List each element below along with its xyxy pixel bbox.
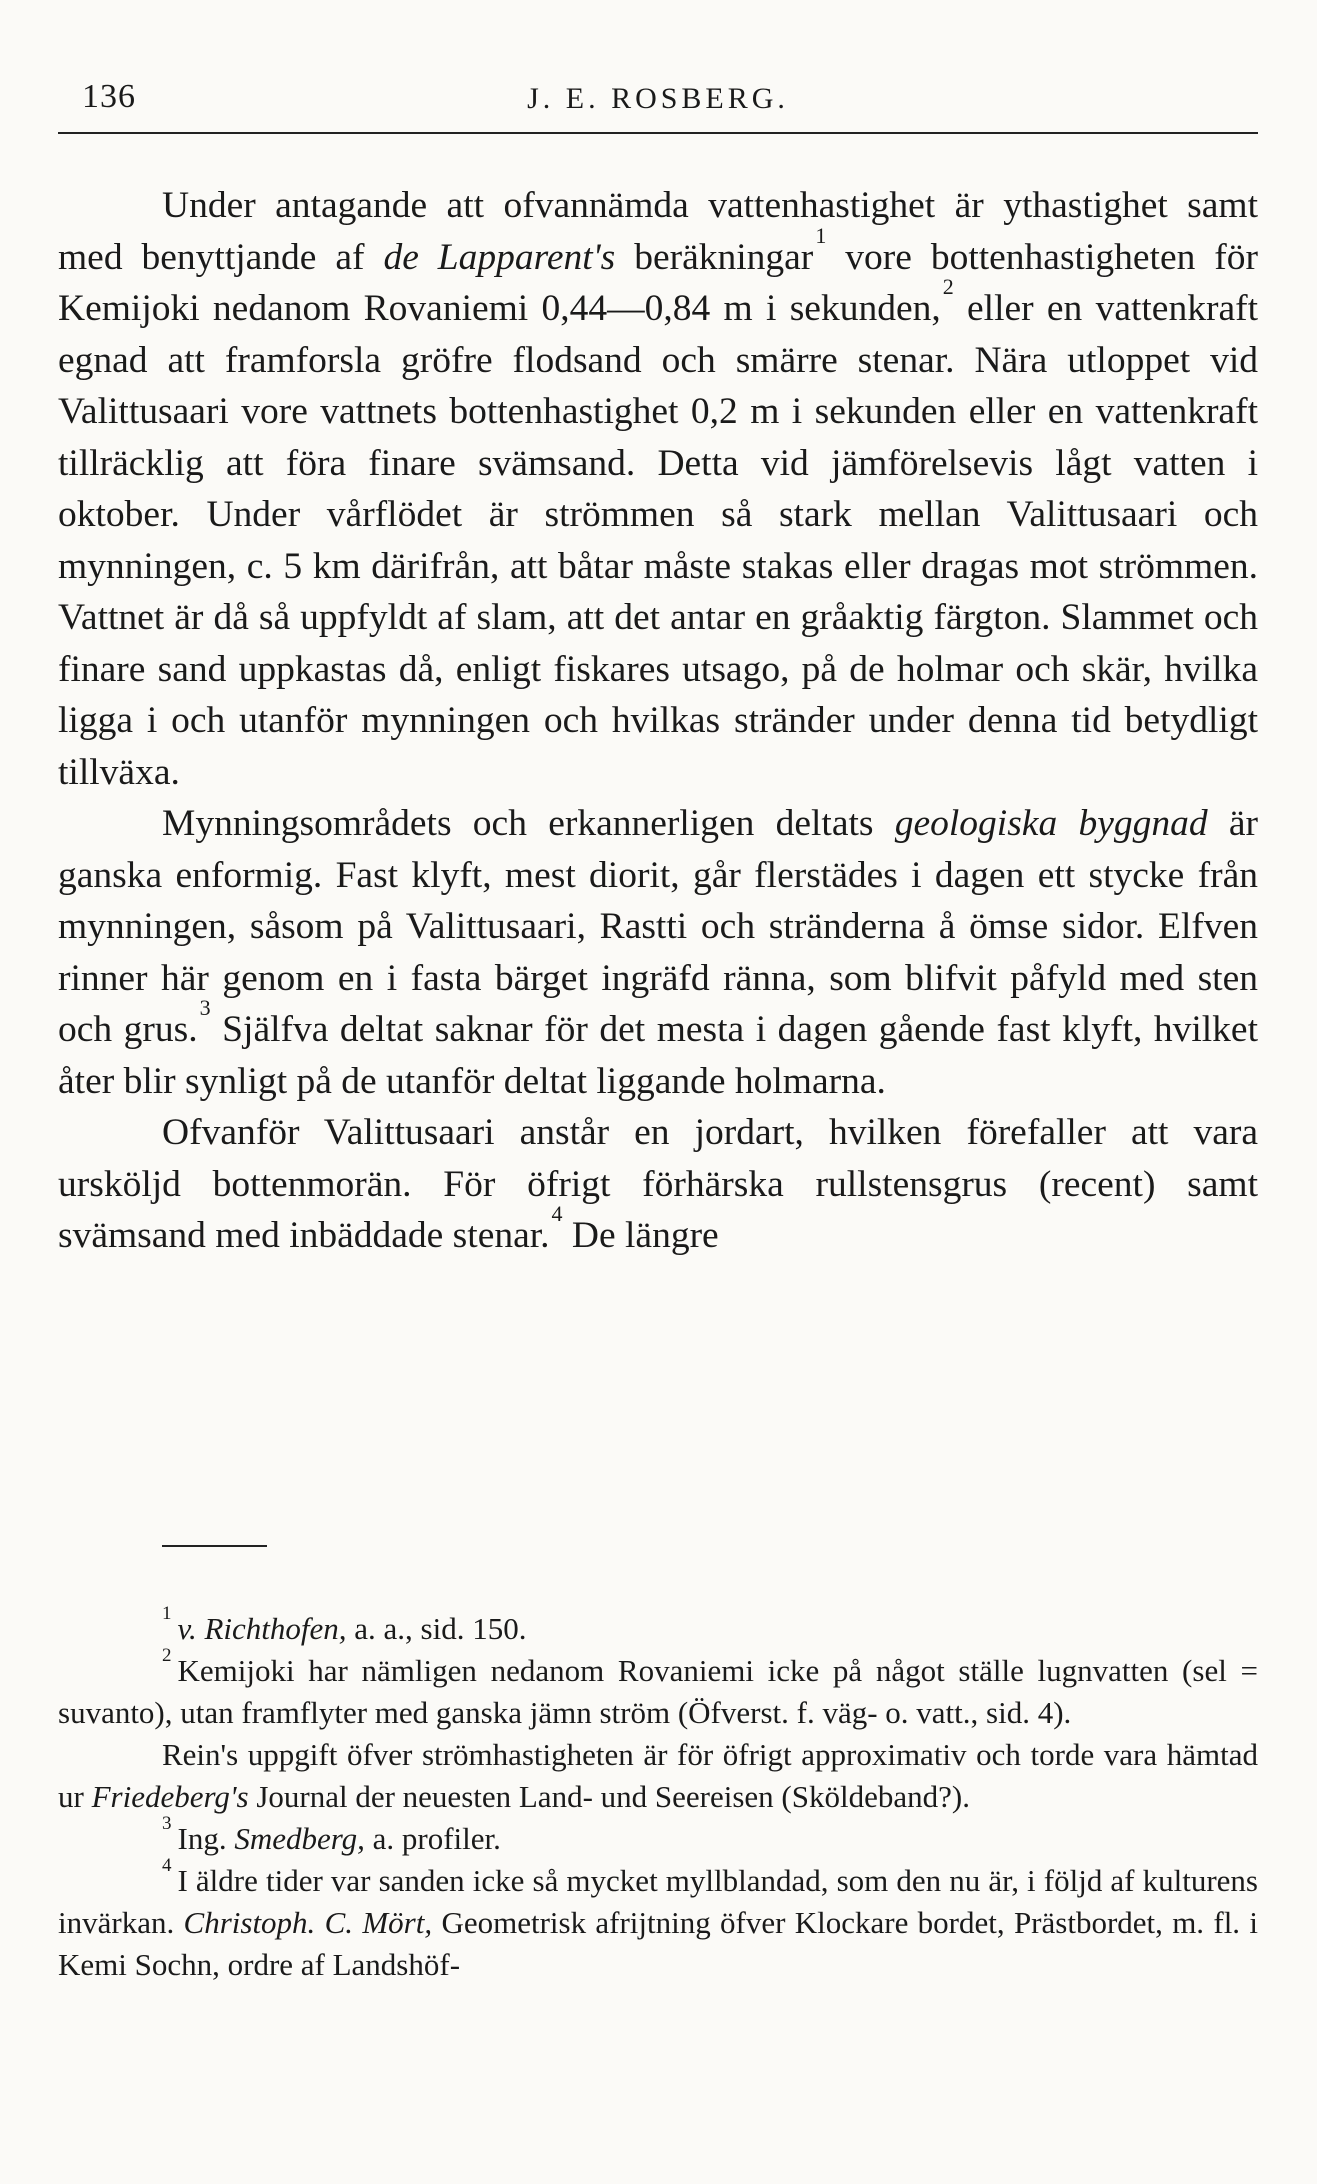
paragraph-2 <box>58 798 1258 1107</box>
footnote-1 <box>58 1603 1258 1650</box>
text-run: a. profiler. <box>364 1821 501 1856</box>
footnote-rule <box>162 1545 267 1547</box>
text-run: Rein's uppgift öfver strömhastigheten är för öfrigt approximativ och torde vara hämtad ur <box>58 1737 1258 1814</box>
footnote-4 <box>58 1855 1258 1986</box>
footnote-2 <box>58 1645 1258 1734</box>
running-head: J. E. ROSBERG. <box>527 82 789 115</box>
text-run: Själfva deltat saknar för det mesta i dagen gående fast klyft, hvilket åter blir synligt på de utanför deltat liggande holmarna. <box>58 1009 1258 1102</box>
text-run: eller en vattenkraft egnad att framforsla gröfre flodsand och smärre stenar. Nära utloppet vid Valittusaari vore vattnets bottenhastighet 0,2 m i sekunden eller en vattenkraft tillräcklig att föra finare svämsand. Detta vid jämförelsevis lågt vatten i oktober. Under vårflödet är strömmen så stark mellan Valittusaari och mynningen, c. 5 km därifrån, att båtar måste stakas eller dragas mot strömmen. Vattnet är då så uppfyldt af slam, att det antar en gråaktig färgton. Slammet och finare sand uppkastas då, enligt fiskares utsago, på de holmar och skär, hvilka ligga i och utanför mynningen och hvilkas stränder under denna tid betydligt tillväxa. <box>58 288 1258 793</box>
italic-name: de Lapparent's <box>383 236 616 278</box>
footnote-mark: 2 <box>162 1645 172 1666</box>
text-run: Mynningsområdets och erkannerligen deltats <box>162 803 895 844</box>
footnote-mark: 4 <box>162 1855 172 1876</box>
text-run: a. a., sid. 150. <box>346 1611 527 1646</box>
text-run: I äldre tider var sanden icke så mycket myllblandad, som den nu är, i följd af kulturens invärkan. <box>58 1863 1258 1940</box>
footnote-ref-3: 3 <box>199 995 211 1020</box>
page-header <box>58 78 1258 138</box>
text-run: beräkningar <box>615 236 814 278</box>
paragraph-3 <box>58 1107 1258 1262</box>
text-run: Ofvanför Valittusaari anstår en jordart, hvilken förefaller att vara ursköljd bottenmorän. För öfrigt förhärska rullstensgrus (recent) samt svämsand med inbäddade stenar. <box>58 1112 1258 1256</box>
text-run: Ing. <box>177 1821 235 1856</box>
italic-name: Richthofen, <box>204 1611 347 1646</box>
italic-name: Friedeberg's <box>91 1779 249 1814</box>
footnote-mark: 3 <box>162 1813 172 1834</box>
text-run: är ganska enformig. Fast klyft, mest diorit, går flerstädes i dagen ett stycke från mynningen, såsom på Valittusaari, Rastti och stränderna å ömse sidor. Elfven rinner här genom en i fasta bärget ingräfd ränna, som blifvit påfyld med sten och grus. <box>58 803 1258 1050</box>
italic-term: geologiska byggnad <box>894 803 1208 844</box>
text-run: Geometrisk afrijtning öfver Klockare bordet, Prästbordet, m. fl. i Kemi Sochn, ordre af Landshöf- <box>58 1905 1258 1982</box>
footnote-ref-1: 1 <box>815 222 827 248</box>
footnote-ref-2: 2 <box>942 274 954 299</box>
text-run: De längre <box>562 1215 719 1256</box>
main-text <box>58 180 1258 1262</box>
text-run: vore bottenhastigheten för Kemijoki nedanom Rovaniemi 0,44—0,84 m i sekunden, <box>58 236 1259 329</box>
footnote-2-continued <box>58 1734 1258 1818</box>
footnotes <box>58 1603 1258 1986</box>
paragraph-1 <box>58 180 1258 798</box>
text-run: v. <box>177 1611 205 1646</box>
italic-name: Smedberg, <box>234 1821 365 1856</box>
text-run: Kemijoki har nämligen nedanom Rovaniemi icke på något ställe lugnvatten (sel = suvanto), utan framflyter med ganska jämn ström (Öfverst. f. väg- o. vatt., sid. 4). <box>58 1653 1258 1730</box>
footnote-mark: 1 <box>162 1603 172 1624</box>
header-rule <box>58 132 1258 134</box>
footnote-3 <box>58 1813 1258 1860</box>
text-run: Journal der neuesten Land- und Seereisen (Sköldeband?). <box>248 1779 970 1814</box>
text-run: Under antagande att ofvannämda vattenhastighet är ythastighet samt med benyttjande af <box>58 185 1258 278</box>
footnote-ref-4: 4 <box>551 1201 563 1226</box>
page-number: 136 <box>82 78 136 115</box>
italic-name: Christoph. C. Mört, <box>183 1905 433 1940</box>
